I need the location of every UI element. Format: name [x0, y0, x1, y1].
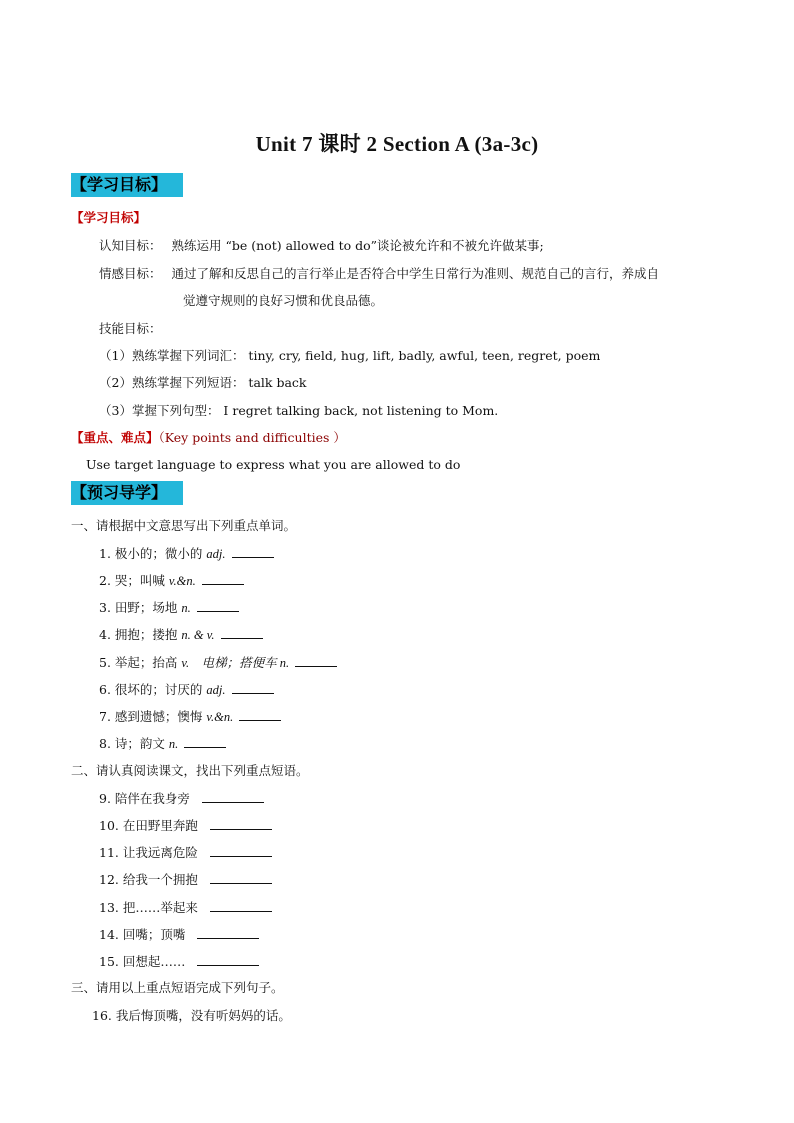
skill-label: 技能目标： [99, 321, 162, 336]
list-item: 1. 极小的；微小的 adj. [99, 545, 274, 562]
skill-item-3: （3）掌握下列句型： I regret talking back, not listening to Mom. [99, 403, 499, 418]
answer-blank[interactable] [221, 626, 263, 639]
part2-title: 二、请认真阅读课文，找出下列重点短语。 [71, 763, 309, 778]
page-title: Unit 7 课时 2 Section A (3a-3c) [255, 132, 539, 156]
answer-blank[interactable] [210, 844, 272, 857]
list-item: 4. 拥抱；搂抱 n. & v. [99, 626, 263, 643]
answer-blank[interactable] [184, 735, 226, 748]
list-item: 15. 回想起…… [99, 953, 259, 970]
answer-blank[interactable] [210, 871, 272, 884]
part1-title: 一、请根据中文意思写出下列重点单词。 [71, 518, 297, 533]
emotional-text-1: 通过了解和反思自己的言行举止是否符合中学生日常行为准则、规范自己的言行，养成自 [171, 266, 660, 281]
section-heading-preview: 【预习导学】 [71, 481, 183, 505]
part3-title: 三、请用以上重点短语完成下列句子。 [71, 980, 284, 995]
answer-blank[interactable] [197, 599, 239, 612]
answer-blank[interactable] [210, 899, 272, 912]
list-item: 12. 给我一个拥抱 [99, 871, 272, 888]
subheading-learning-goals: 【学习目标】 [71, 210, 147, 225]
answer-blank[interactable] [210, 817, 272, 830]
list-item: 3. 田野；场地 n. [99, 599, 239, 616]
cognitive-goal [99, 238, 544, 254]
list-item: 13. 把……举起来 [99, 899, 272, 916]
list-item: 5. 举起；抬高 v. 电梯；搭便车 n. [99, 654, 337, 671]
key-points [71, 430, 346, 446]
skill-item-2: （2）熟练掌握下列短语： talk back [99, 375, 307, 390]
answer-blank[interactable] [232, 681, 274, 694]
sentence-16: 16. 我后悔顶嘴，没有听妈妈的话。 [92, 1008, 291, 1023]
emotional-label: 情感目标： [99, 266, 162, 281]
cognitive-label: 认知目标： [99, 238, 162, 253]
list-item: 11. 让我远离危险 [99, 844, 272, 861]
answer-blank[interactable] [197, 926, 259, 939]
emotional-goal [99, 266, 659, 282]
list-item: 14. 回嘴；顶嘴 [99, 926, 259, 943]
answer-blank[interactable] [197, 953, 259, 966]
key-text: （Key points and difficulties ） [158, 430, 346, 445]
key-label: 【重点、难点】 [71, 430, 159, 445]
answer-blank[interactable] [202, 572, 244, 585]
answer-blank[interactable] [295, 654, 337, 667]
answer-blank[interactable] [232, 545, 274, 558]
emotional-text-2: 觉遵守规则的良好习惯和优良品德。 [183, 293, 384, 308]
list-item: 7. 感到遗憾；懊悔 v.&n. [99, 708, 281, 725]
key-content: Use target language to express what you are allowed to do [86, 457, 461, 472]
list-item: 10. 在田野里奔跑 [99, 817, 272, 834]
answer-blank[interactable] [239, 708, 281, 721]
list-item: 6. 很坏的；讨厌的 adj. [99, 681, 274, 698]
cognitive-text: 熟练运用 “be (not) allowed to do”谈论被允许和不被允许做某事; [171, 238, 544, 253]
list-item: 2. 哭；叫喊 v.&n. [99, 572, 244, 589]
list-item: 9. 陪伴在我身旁 [99, 790, 264, 807]
skill-item-1: （1）熟练掌握下列词汇： tiny, cry, field, hug, lift, badly, awful, teen, regret, poem [99, 348, 601, 363]
section-heading-learning-goals: 【学习目标】 [71, 173, 183, 197]
list-item: 8. 诗；韵文 n. [99, 735, 226, 752]
answer-blank[interactable] [202, 790, 264, 803]
